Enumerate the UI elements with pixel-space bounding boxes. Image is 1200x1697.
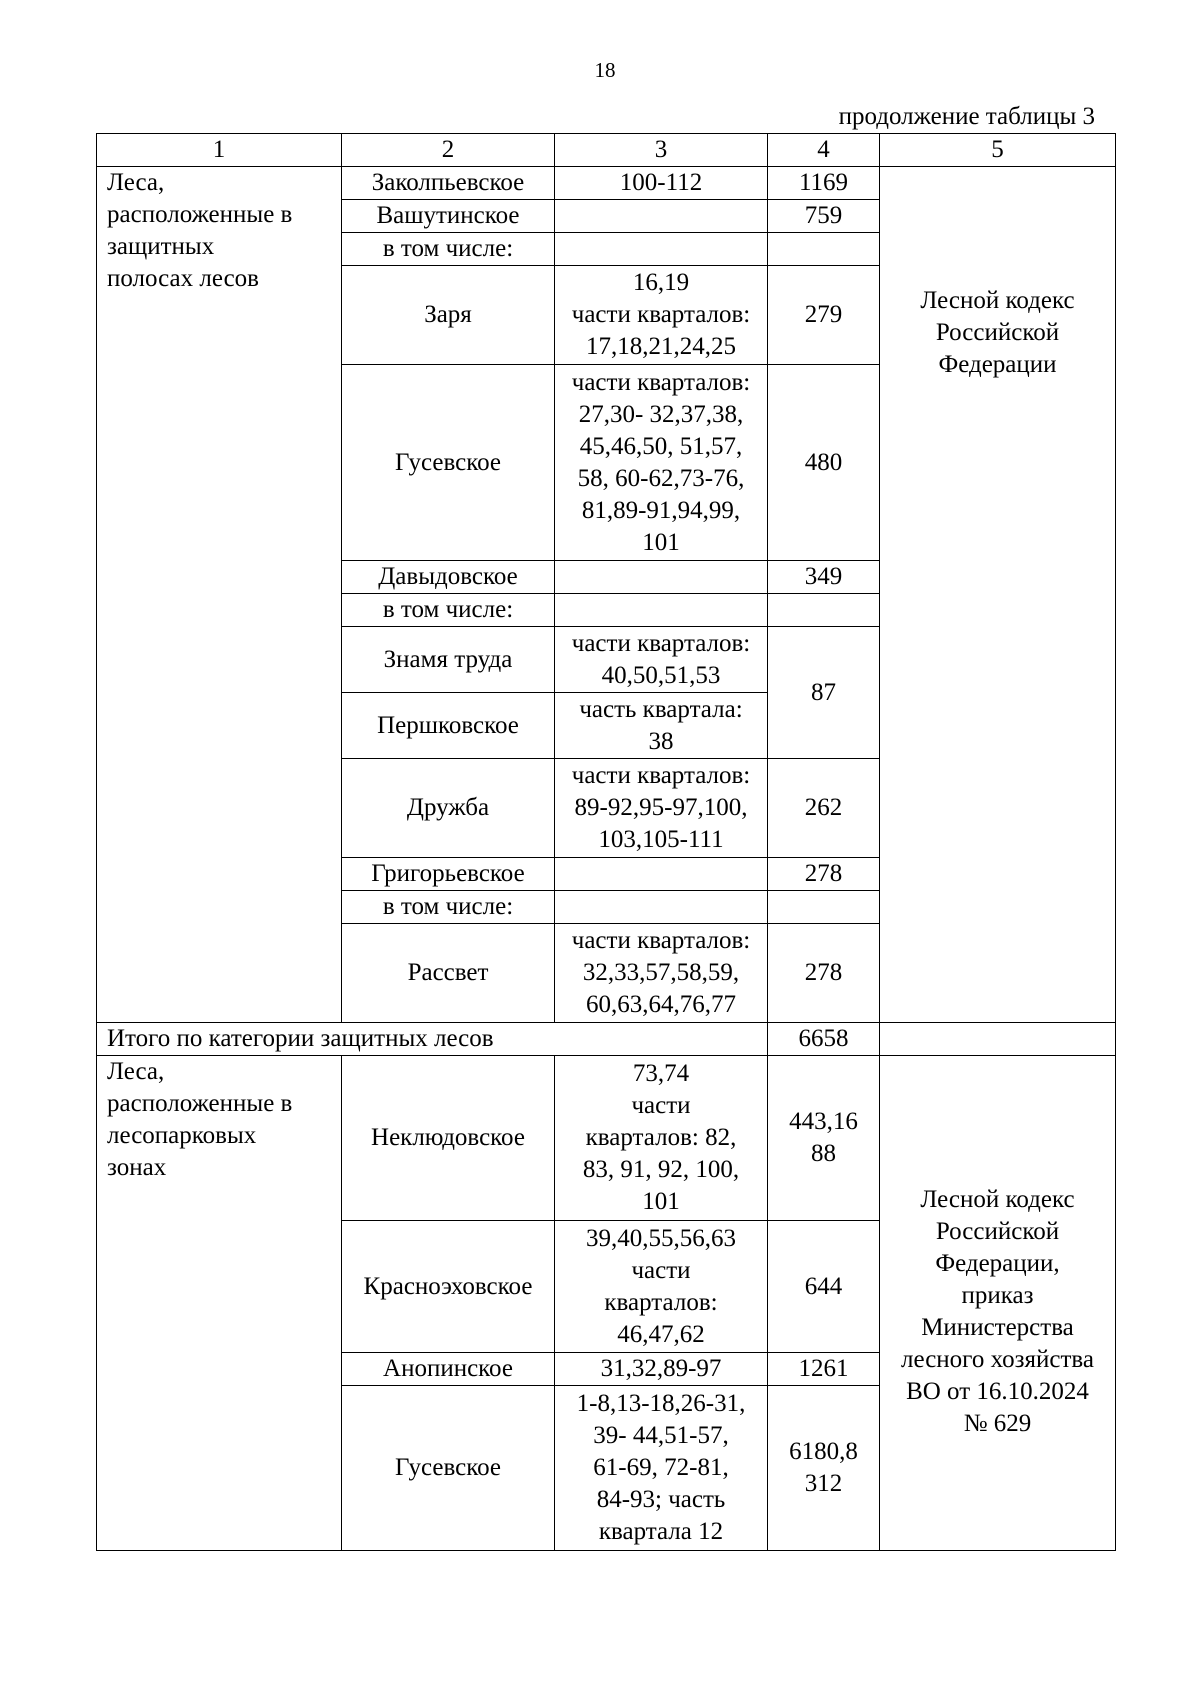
name-cell: Заря (342, 266, 555, 365)
blocks-cell (555, 924, 768, 1023)
blocks-text: 39,40,55,56,63 части кварталов: 46,47,62 (586, 1224, 736, 1348)
legal-basis-cell (880, 1056, 1116, 1551)
blocks-text: 73,74 части кварталов: 82, 83, 91, 92, 100, 101 (582, 1060, 740, 1215)
category-text: Леса, расположенные в защитных полосах лесов (107, 169, 293, 292)
area-cell (768, 233, 880, 266)
area-cell (768, 1056, 880, 1221)
area-cell: 480 (768, 365, 880, 561)
blocks-cell (555, 627, 768, 693)
total-area: 6658 (768, 1023, 880, 1056)
area-cell (768, 891, 880, 924)
blocks-text: части кварталов: 40,50,51,53 (571, 629, 751, 689)
name-cell: Давыдовское (342, 561, 555, 594)
legal-basis-text: Лесной кодекс Российской Федерации (920, 287, 1075, 378)
total-legal (880, 1023, 1116, 1056)
blocks-cell (555, 365, 768, 561)
name-cell: Гусевское (342, 1386, 555, 1551)
total-label: Итого по категории защитных лесов (97, 1023, 768, 1056)
header-cell-1: 1 (97, 134, 342, 167)
blocks-cell (555, 561, 768, 594)
area-cell: 1261 (768, 1353, 880, 1386)
name-cell: Красноэховское (342, 1221, 555, 1353)
name-cell: Анопинское (342, 1353, 555, 1386)
header-row (97, 134, 1116, 167)
area-cell: 644 (768, 1221, 880, 1353)
name-cell: Першковское (342, 693, 555, 759)
header-cell-4: 4 (768, 134, 880, 167)
blocks-cell: 31,32,89-97 (555, 1353, 768, 1386)
legal-basis-cell (880, 167, 1116, 1023)
page-number: 18 (594, 58, 616, 82)
header-cell-2: 2 (342, 134, 555, 167)
header-cell-3: 3 (555, 134, 768, 167)
name-cell: в том числе: (342, 233, 555, 266)
blocks-cell (555, 891, 768, 924)
area-cell (768, 594, 880, 627)
blocks-text: части кварталов: 89-92,95-97,100, 103,105-111 (571, 762, 751, 853)
legal-basis-text: Лесной кодекс Российской Федерации, приказ Министерства лесного хозяйства ВО от 16.10.2024 № 629 (901, 1186, 1094, 1437)
name-cell: Знамя труда (342, 627, 555, 693)
table-row (97, 167, 1116, 200)
blocks-cell (555, 200, 768, 233)
blocks-cell (555, 1386, 768, 1551)
blocks-text: части кварталов: 32,33,57,58,59, 60,63,64,76,77 (571, 927, 751, 1018)
area-cell (768, 1386, 880, 1551)
header-cell-5: 5 (880, 134, 1116, 167)
forest-table (96, 133, 1116, 1551)
category-cell (97, 1056, 342, 1551)
area-cell: 1169 (768, 167, 880, 200)
area-text: 6180,8 312 (789, 1438, 858, 1497)
blocks-text: часть квартала: 38 (579, 695, 743, 755)
area-cell: 87 (768, 627, 880, 759)
area-cell: 262 (768, 759, 880, 858)
area-cell: 278 (768, 858, 880, 891)
blocks-cell (555, 594, 768, 627)
total-row (97, 1023, 1116, 1056)
blocks-cell (555, 266, 768, 365)
blocks-cell (555, 1221, 768, 1353)
area-text: 443,16 88 (789, 1108, 858, 1167)
area-cell: 349 (768, 561, 880, 594)
blocks-cell (555, 759, 768, 858)
name-cell: Заколпьевское (342, 167, 555, 200)
blocks-text: части кварталов: 27,30- 32,37,38, 45,46,50, 51,57, 58, 60-62,73-76, 81,89-91,94,99, 101 (571, 368, 751, 556)
table-row (97, 1056, 1116, 1221)
table-caption: продолжение таблицы 3 (838, 103, 1095, 130)
name-cell: Гусевское (342, 365, 555, 561)
area-cell: 279 (768, 266, 880, 365)
blocks-cell (555, 233, 768, 266)
blocks-text: 1-8,13-18,26-31, 39- 44,51-57, 61-69, 72-81, 84-93; часть квартала 12 (576, 1390, 746, 1545)
name-cell: Неклюдовское (342, 1056, 555, 1221)
blocks-text: 16,19 части кварталов: 17,18,21,24,25 (571, 269, 751, 360)
name-cell: в том числе: (342, 594, 555, 627)
name-cell: Рассвет (342, 924, 555, 1023)
name-cell: Вашутинское (342, 200, 555, 233)
blocks-cell (555, 693, 768, 759)
blocks-cell (555, 858, 768, 891)
blocks-cell: 100-112 (555, 167, 768, 200)
name-cell: Григорьевское (342, 858, 555, 891)
category-text: Леса, расположенные в лесопарковых зонах (107, 1058, 293, 1181)
area-cell: 759 (768, 200, 880, 233)
area-cell: 278 (768, 924, 880, 1023)
name-cell: Дружба (342, 759, 555, 858)
blocks-cell (555, 1056, 768, 1221)
name-cell: в том числе: (342, 891, 555, 924)
category-cell (97, 167, 342, 1023)
